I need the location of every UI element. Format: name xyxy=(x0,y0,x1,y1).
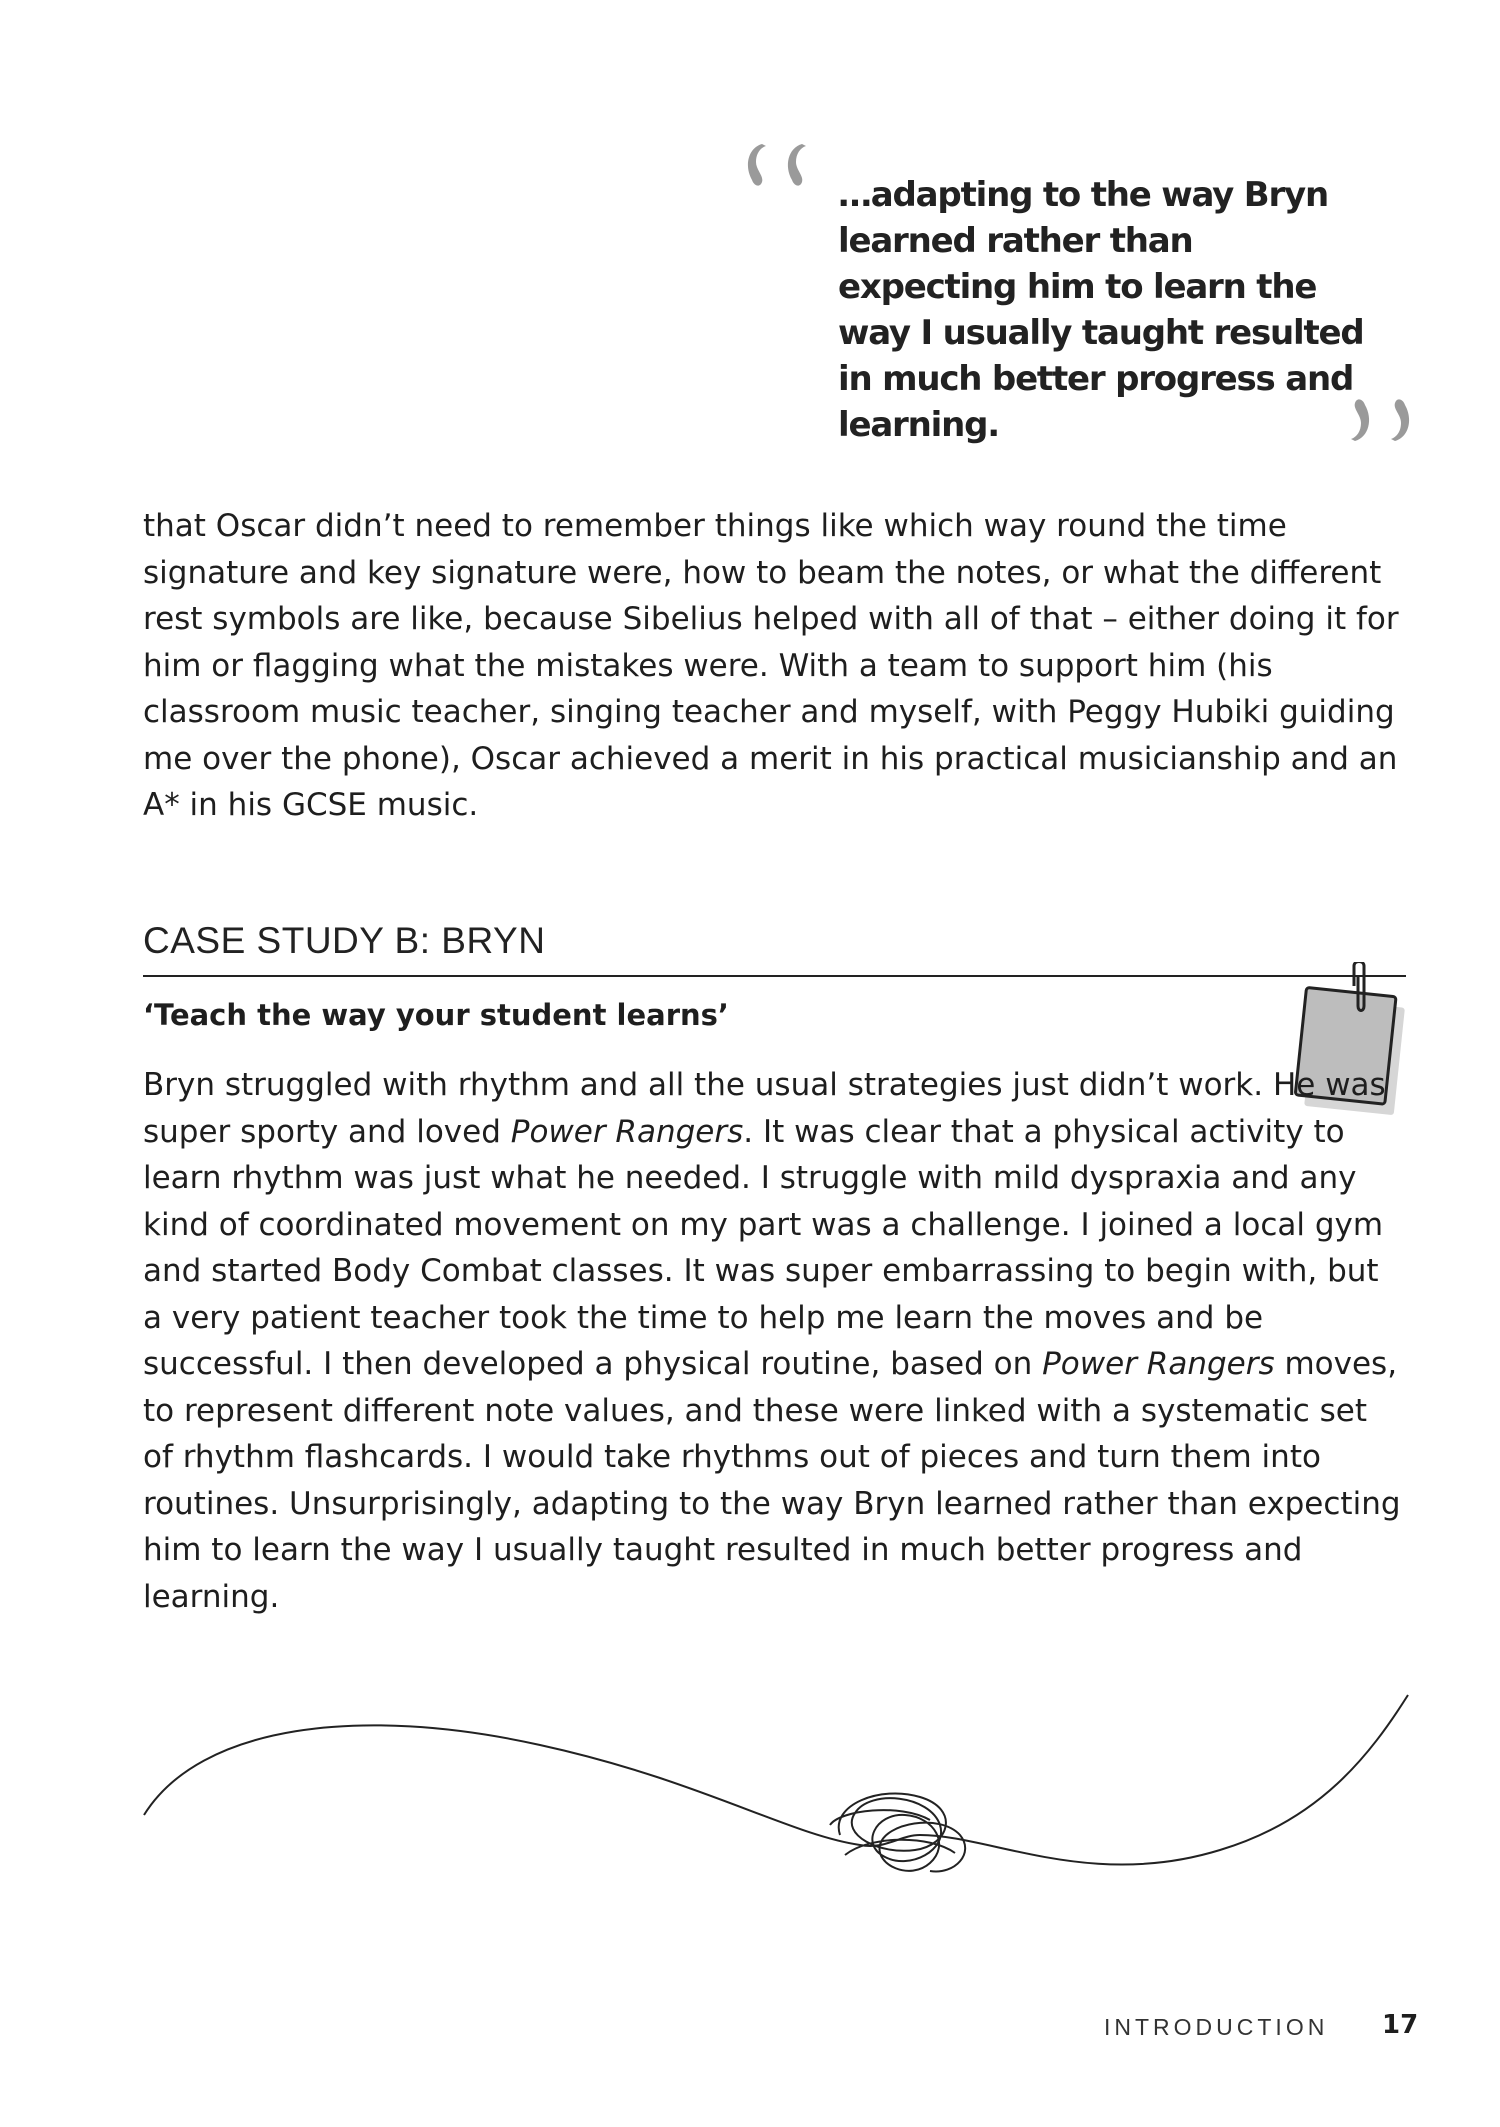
pull-quote: …adapting to the way Bryn learned rather than expecting him to learn the way I usually taught resulted in much better progress and learning. xyxy=(838,175,1364,445)
page-number: 17 xyxy=(1382,2010,1419,2040)
heading-rule xyxy=(143,975,1406,977)
paragraph-italic-1: Power Rangers xyxy=(510,1113,744,1150)
case-study-subtitle: ‘Teach the way your student learns’ xyxy=(143,998,729,1032)
paragraph-text-1: Bryn struggled with rhythm and all the usual strategies just didn’t work. He was super sporty and loved xyxy=(143,1067,1386,1150)
closing-quote-icon xyxy=(1335,385,1430,445)
paragraph-italic-2: Power Rangers xyxy=(1042,1346,1275,1382)
case-study-paragraph xyxy=(143,1062,1403,1620)
paragraph-text-3: moves, to represent different note values, and these were linked with a systematic set of rhythm flashcards. I would take rhythms out of pieces and turn them into routines. Unsurprisingly, adapting to the way Bryn learned rather than expecting him to learn the way I usually taught resulted in much better progress and learning. xyxy=(143,1346,1401,1615)
opening-quote-icon xyxy=(738,140,833,200)
paragraph-text-2: . It was clear that a physical activity to learn rhythm was just what he needed. I struggle with mild dyspraxia and any kind of coordinated movement on my part was a challenge. I joined a local gym and started Body Combat classes. It was super embarrassing to begin with, but a very patient teacher took the time to help me learn the moves and be successful. I then developed a physical routine, based on xyxy=(143,1113,1384,1382)
footer-section-label: INTRODUCTION xyxy=(1104,2014,1329,2040)
squiggle-line-decoration xyxy=(140,1685,1410,1895)
case-study-heading: CASE STUDY B: BRYN xyxy=(143,920,546,961)
intro-paragraph: that Oscar didn’t need to remember things like which way round the time signature and key signature were, how to beam the notes, or what the different rest symbols are like, because Sibelius helped with all of that – either doing it for him or flagging what the mistakes were. With a team to support him (his classroom music teacher, singing teacher and myself, with Peggy Hubiki guiding me over the phone), Oscar achieved a merit in his practical musicianship and an A* in his GCSE music. xyxy=(143,508,1399,823)
